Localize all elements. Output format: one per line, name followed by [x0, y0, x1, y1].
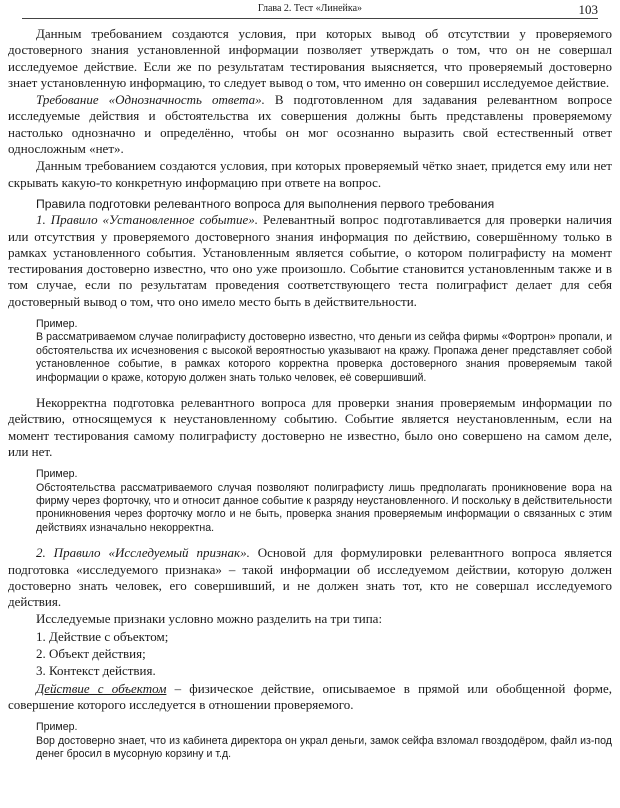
- example-box-2: [36, 468, 612, 535]
- paragraph-5: Некорректна подготовка релевантного вопроса для проверки знания проверяемым информации по действию, относящемуся к неустановленному событию. Событие является неустановленным, если на момент тестирования самому полиграфисту достоверно не известно, было оно совершено на самом деле, или нет.: [8, 395, 612, 459]
- chapter-title: Глава 2. Тест «Линейка»: [257, 3, 363, 14]
- example-text: В рассматриваемом случае полиграфисту достоверно известно, что деньги из сейфа фирмы «Фортрон» пропали, и обстоятельства их исчезновения с высокой вероятностью указывают на кражу. Пропажа денег представляет собой установленное событие, в рамках которого корректна проверка достоверного знания проверяемым такой информации о краже, которую должен знать только человек, её совершивший.: [36, 331, 612, 384]
- page-number: 103: [578, 2, 598, 17]
- rule-1-title: 1. Правило «Установленное событие».: [36, 212, 258, 228]
- list-item-2: 2. Объект действия;: [36, 646, 146, 662]
- paragraph-4-text: Релевантный вопрос подготавливается для проверки наличия или отсутствия у проверяемого достоверного знания информация по действию, совершённому только в рамках установленного события. Установленным является событие, о котором полиграфисту на момент тестирования достоверно известно, что оно уже произошло. Событие становится установленным также и в том случае, если по результатам проведения соответствующего теста полиграфист делает для себя достоверный вывод о том, что оно имело место быть в действительности.: [8, 212, 612, 309]
- example-label: Пример.: [36, 468, 78, 481]
- paragraph-6: [8, 545, 612, 610]
- requirement-title: Требование «Однозначность ответа».: [36, 92, 265, 108]
- paragraph-4: [8, 212, 612, 310]
- example-label: Пример.: [36, 318, 78, 331]
- rule-2-title: 2. Правило «Исследуемый признак».: [36, 545, 250, 561]
- paragraph-8: [8, 681, 612, 714]
- paragraph-7: Исследуемые признаки условно можно разделить на три типа:: [36, 611, 383, 627]
- section-heading: Правила подготовки релевантного вопроса для выполнения первого требования: [36, 196, 495, 211]
- list-item-3: 3. Контекст действия.: [36, 663, 156, 679]
- document-body: [8, 26, 612, 771]
- example-text: Обстоятельства рассматриваемого случая позволяют полиграфисту лишь предполагать проникновение вора на фирму через форточку, что и относит данное событие к разряду неустановленного. И поскольку в действительности проникновения через форточку могло и не быть, проверка знания проверяемым информации о связанных с этим действиях изначально некорректна.: [36, 481, 612, 534]
- header-rule: [22, 18, 598, 19]
- example-label: Пример.: [36, 721, 78, 734]
- paragraph-2: [8, 92, 612, 157]
- running-header: [0, 2, 620, 16]
- example-text: Вор достоверно знает, что из кабинета директора он украл деньги, замок сейфа взломал гвоздодёром, файл из-под денег бросил в мусорную корзину и т.д.: [36, 734, 612, 761]
- example-box-3: [36, 721, 612, 761]
- paragraph-1: Данным требованием создаются условия, при которых вывод об отсутствии у проверяемого достоверного знания установленной информации позволяет утверждать о том, что он не совершал исследуемое действие. Если же по результатам тестирования выясняется, что проверяемый достоверно знает установленную информацию, то следует вывод о том, что именно он совершил исследуемое действие.: [8, 26, 612, 90]
- example-box-1: [36, 318, 612, 385]
- term-action-with-object: Действие с объектом: [36, 680, 167, 696]
- paragraph-6-text: Основой для формулировки релевантного вопроса является подготовка «исследуемого признака» – такой информации об исследуемом действии, которую должен достоверно знать человек, его совершивший, и не должен знать тот, кто не совершал исследуемого действия.: [8, 545, 612, 610]
- list-item-1: 1. Действие с объектом;: [36, 628, 169, 644]
- paragraph-8-text: – физическое действие, описываемое в прямой или обобщенной форме, совершение которого исследуется в отношении проверяемого.: [8, 680, 612, 712]
- paragraph-2-text: В подготовленном для задавания релевантном вопросе исследуемые действия и обстоятельства их совершения должны быть представлены проверяемому настолько однозначно и определённо, чтобы он мог осознанно выразить свой естественный ответ односложным «нет».: [8, 92, 613, 157]
- paragraph-3: Данным требованием создаются условия, при которых проверяемый чётко знает, придется ему или нет скрывать какую-то конкретную информацию при ответе на вопрос.: [8, 158, 612, 190]
